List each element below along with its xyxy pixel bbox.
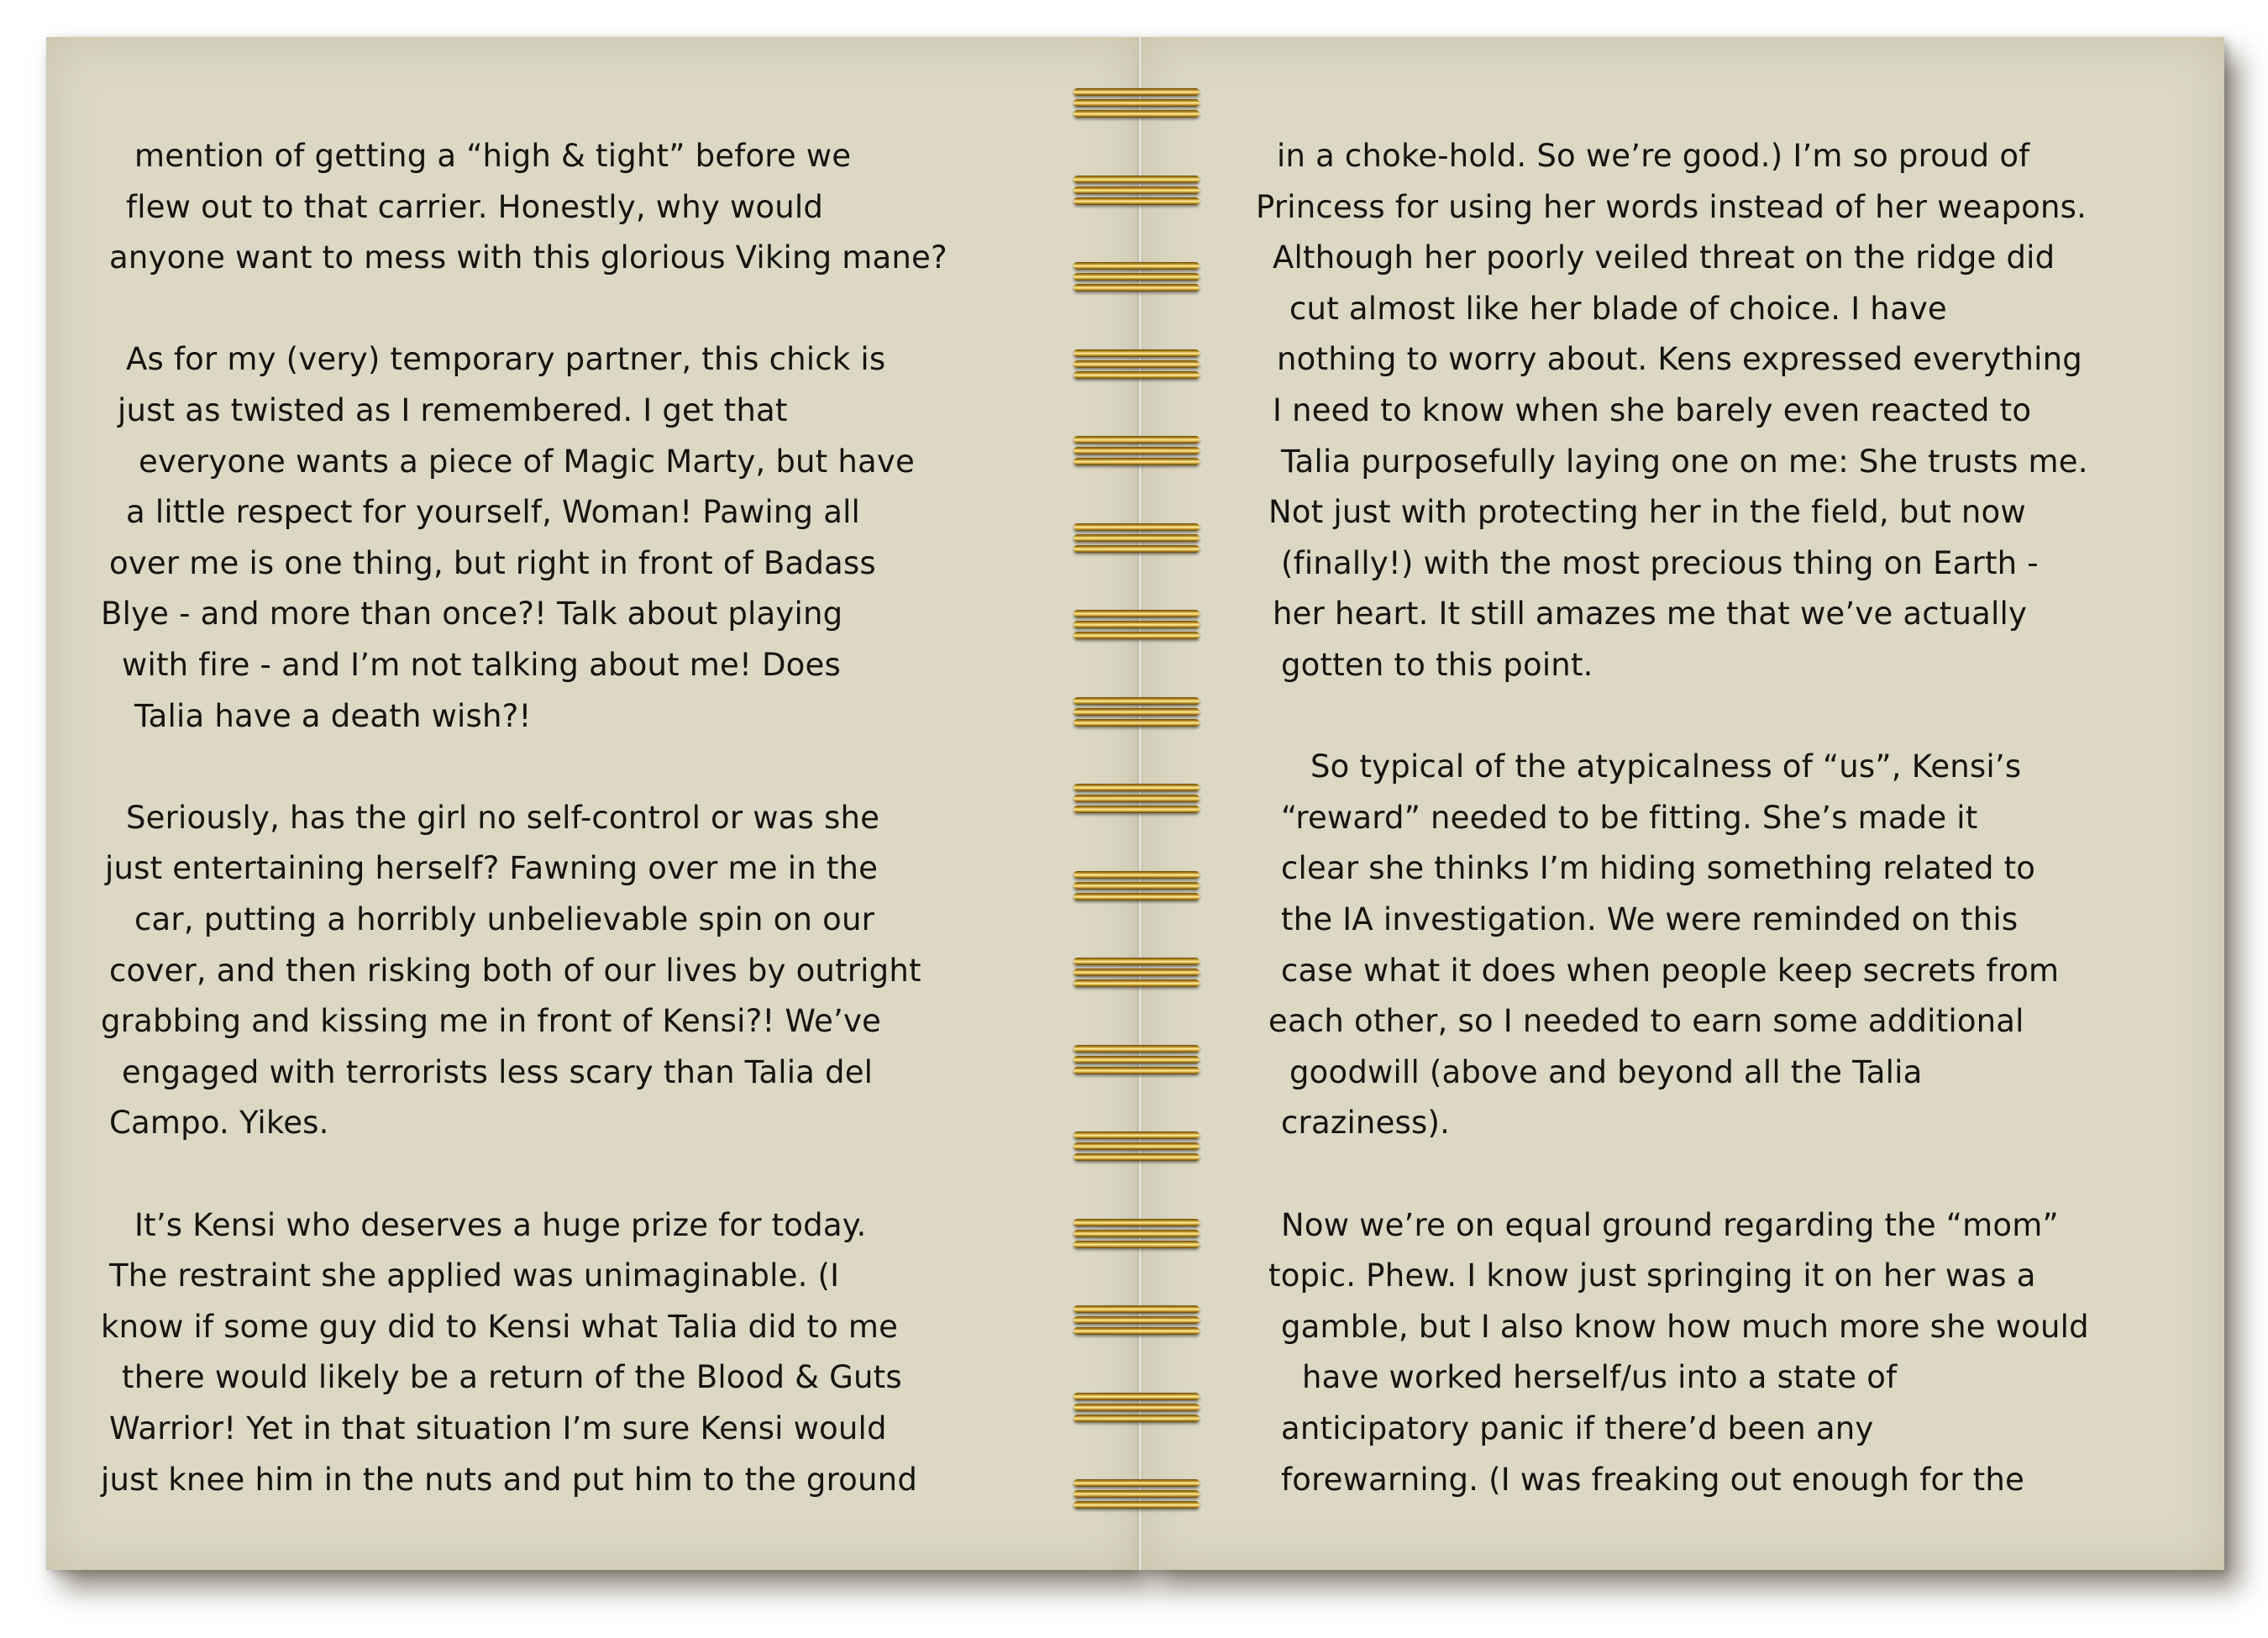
left-page-line: a little respect for yourself, Woman! Pawing all — [126, 494, 861, 531]
right-notebook-page — [1142, 37, 2224, 1570]
left-page-line: mention of getting a “high & tight” before we — [134, 138, 852, 174]
right-page-line: goodwill (above and beyond all the Talia — [1289, 1053, 1923, 1090]
left-page-line: Campo. Yikes. — [109, 1105, 329, 1142]
left-page-line: flew out to that carrier. Honestly, why would — [126, 188, 824, 225]
left-page-line: just as twisted as I remembered. I get that — [118, 392, 788, 428]
binding-ring — [1074, 782, 1200, 816]
right-page-line: (finally!) with the most precious thing on Earth - — [1281, 544, 2039, 581]
binding-ring — [1074, 608, 1200, 642]
binding-ring — [1074, 869, 1200, 903]
right-page-line: gotten to this point. — [1281, 647, 1593, 683]
right-page-line: So typical of the atypicalness of “us”, Kensi’s — [1310, 748, 2022, 785]
left-page-line: Blye - and more than once?! Talk about playing — [101, 596, 843, 633]
binding-ring — [1074, 1043, 1200, 1077]
left-page-line: As for my (very) temporary partner, this chick is — [126, 341, 886, 378]
right-page-line: Now we’re on equal ground regarding the “mom” — [1281, 1206, 2059, 1243]
right-page-line: case what it does when people keep secrets from — [1281, 952, 2060, 989]
right-page-line: the IA investigation. We were reminded on this — [1281, 901, 2019, 937]
left-page-line: just entertaining herself? Fawning over me in the — [105, 850, 879, 887]
left-page-line: anyone want to mess with this glorious Viking mane? — [109, 239, 948, 276]
right-page-line: each other, so I needed to earn some additional — [1268, 1003, 2024, 1040]
binding-ring — [1074, 174, 1200, 207]
right-page-line: anticipatory panic if there’d been any — [1281, 1410, 1874, 1446]
right-page-line: her heart. It still amazes me that we’ve actually — [1273, 596, 2028, 633]
right-page-line: craziness). — [1281, 1105, 1451, 1142]
left-page-line: Talia have a death wish?! — [134, 697, 532, 734]
left-page-line: Warrior! Yet in that situation I’m sure Kensi would — [109, 1410, 887, 1446]
right-page-line: I need to know when she barely even reacted to — [1273, 392, 2032, 428]
binding-ring — [1074, 1217, 1200, 1251]
binding-ring — [1074, 696, 1200, 729]
binding-ring — [1074, 1130, 1200, 1163]
left-page-line: engaged with terrorists less scary than Talia del — [122, 1053, 874, 1090]
binding-ring — [1074, 87, 1200, 120]
left-page-line: cover, and then risking both of our lives by outright — [109, 952, 921, 989]
left-page-line: know if some guy did to Kensi what Talia did to me — [101, 1308, 899, 1345]
right-page-line: Not just with protecting her in the field, but now — [1268, 494, 2026, 531]
left-page-line: grabbing and kissing me in front of Kensi?! We’ve — [101, 1003, 882, 1040]
right-page-line: in a choke-hold. So we’re good.) I’m so proud of — [1277, 138, 2030, 174]
binding-ring — [1074, 1478, 1200, 1511]
binding-ring — [1074, 434, 1200, 468]
right-page-line: “reward” needed to be fitting. She’s made it — [1281, 799, 1978, 836]
right-page-line: forewarning. (I was freaking out enough for the — [1281, 1461, 2024, 1498]
right-page-line: have worked herself/us into a state of — [1302, 1359, 1898, 1396]
binding-ring — [1074, 522, 1200, 555]
right-page-line: gamble, but I also know how much more she would — [1281, 1308, 2089, 1345]
right-page-line: Talia purposefully laying one on me: She trusts me. — [1281, 443, 2088, 480]
binding-ring — [1074, 1304, 1200, 1337]
binding-ring — [1074, 956, 1200, 990]
left-notebook-page — [46, 37, 1138, 1570]
right-page-line: Princess for using her words instead of her weapons. — [1256, 188, 2087, 225]
right-page-line: Although her poorly veiled threat on the ridge did — [1273, 239, 2055, 276]
binding-ring — [1074, 348, 1200, 381]
binding-ring — [1074, 1391, 1200, 1425]
right-page-line: cut almost like her blade of choice. I have — [1289, 290, 1947, 327]
left-page-line: Seriously, has the girl no self-control or was she — [126, 799, 880, 836]
right-page-line: nothing to worry about. Kens expressed everything — [1277, 341, 2082, 378]
left-page-line: there would likely be a return of the Blood & Guts — [122, 1359, 902, 1396]
right-page-line: clear she thinks I’m hiding something related to — [1281, 850, 2036, 887]
left-page-line: over me is one thing, but right in front of Badass — [109, 544, 876, 581]
binding-ring — [1074, 260, 1200, 294]
left-page-line: The restraint she applied was unimaginable. (I — [109, 1257, 840, 1294]
left-page-line: It’s Kensi who deserves a huge prize for today. — [134, 1206, 867, 1243]
left-page-line: with fire - and I’m not talking about me! Does — [122, 647, 841, 683]
left-page-line: just knee him in the nuts and put him to the ground — [101, 1461, 918, 1498]
left-page-line: car, putting a horribly unbelievable spin on our — [134, 901, 875, 937]
right-page-line: topic. Phew. I know just springing it on her was a — [1268, 1257, 2036, 1294]
left-page-line: everyone wants a piece of Magic Marty, but have — [139, 443, 915, 480]
